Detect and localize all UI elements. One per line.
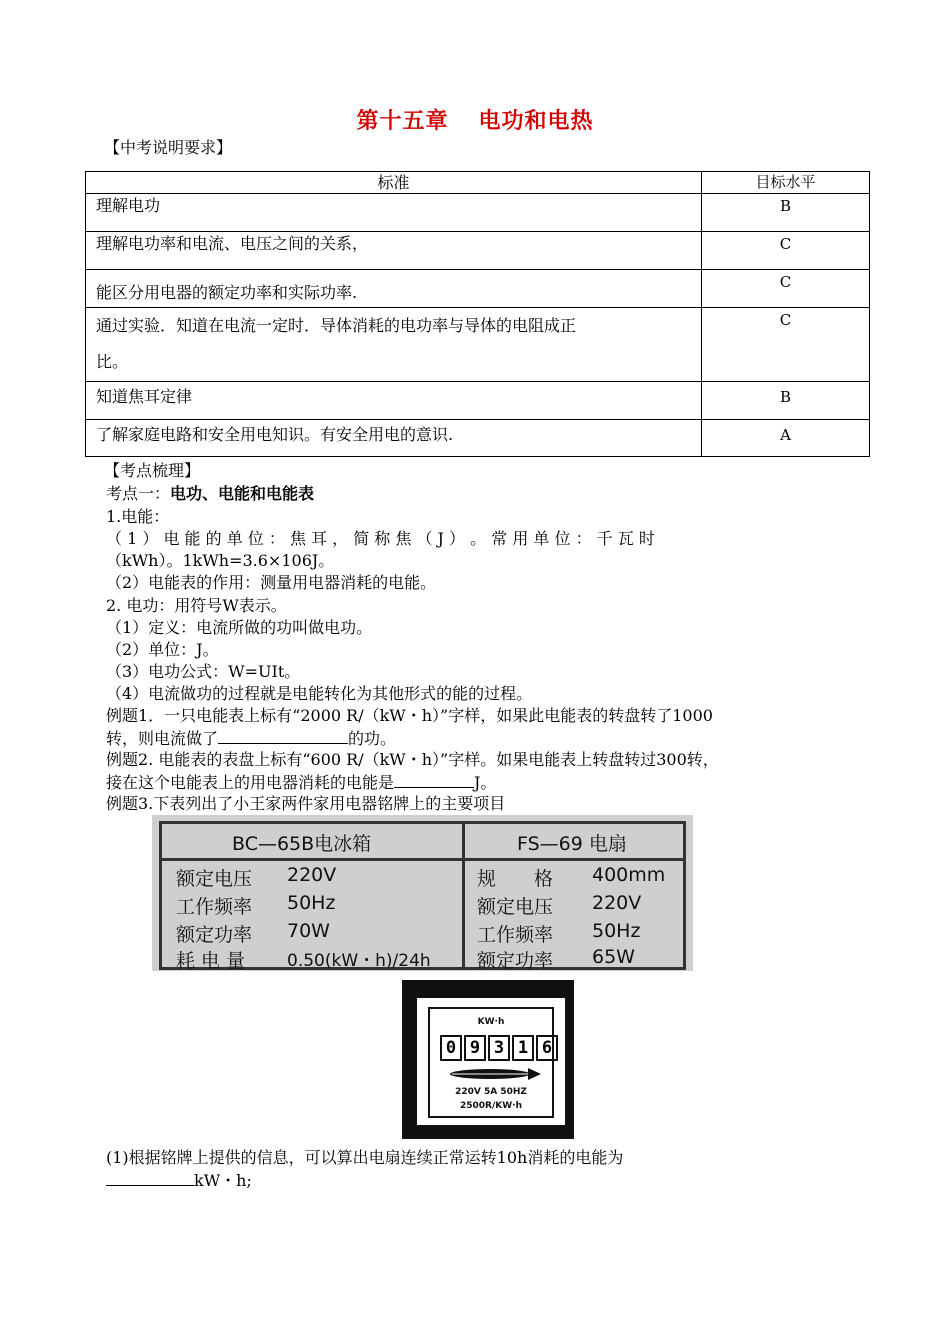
meter-unit: KW·h: [477, 1017, 505, 1027]
text-line: 2. 电功：用符号W表示。: [106, 596, 287, 615]
fridge-label: 额定电压: [176, 868, 253, 890]
text-line: （2）电能表的作用：测量用电器消耗的电能。: [106, 573, 437, 592]
meter-digit: 3: [488, 1035, 510, 1061]
question1-unit: kW・h;: [194, 1171, 252, 1190]
example2-line1: 例题2. 电能表的表盘上标有“600 R/（kW・h）”字样。如果电能表上转盘转过300转，: [106, 750, 719, 769]
table-row: [86, 382, 870, 420]
table-row: [86, 232, 870, 270]
text-line: （3）电功公式：W=UIt。: [106, 662, 301, 681]
example1-text-end: 的功。: [348, 729, 397, 748]
table-row: [86, 420, 870, 457]
chapter-name: 电功和电热: [478, 109, 594, 134]
text-line: （ 1 ） 电 能 的 单 位 ： 焦 耳 ， 简 称 焦 （ J ） 。 常 用 单 位 ： 千 瓦 时: [106, 529, 655, 548]
fan-value: 220V: [592, 892, 642, 914]
fan-title: FS—69 电扇: [517, 833, 627, 855]
example2-line2: [106, 771, 496, 794]
fan-value: 400mm: [592, 864, 666, 886]
cell-level: C: [702, 270, 870, 308]
example2-text-end: J。: [474, 773, 497, 792]
meter-digit: 0: [440, 1035, 462, 1061]
text-line: （4）电流做功的过程就是电能转化为其他形式的能的过程。: [106, 684, 533, 703]
fan-value: 65W: [592, 946, 635, 968]
chapter-title: [0, 104, 950, 135]
fan-label: 工作频率: [477, 924, 554, 946]
fridge-value: 0.50(kW・h)/24h: [287, 951, 431, 971]
chapter-number: 第十五章: [356, 109, 449, 134]
cell-standard: 能区分用电器的额定功率和实际功率.: [86, 270, 702, 308]
cell-level: C: [702, 308, 870, 382]
cell-standard: [86, 308, 702, 382]
header-level: 目标水平: [702, 172, 870, 194]
cell-standard: 了解家庭电路和安全用电知识。有安全用电的意识.: [86, 420, 702, 457]
answer-blank[interactable]: [394, 771, 474, 788]
cell-level: B: [702, 194, 870, 232]
fridge-title: BC—65B电冰箱: [232, 833, 372, 855]
cell-level: C: [702, 232, 870, 270]
example1-line2: [106, 727, 396, 750]
question1-line2: [106, 1169, 252, 1192]
requirements-table: [85, 171, 870, 457]
fan-value: 50Hz: [592, 920, 641, 942]
table-row: [86, 194, 870, 232]
fan-label: 规 格: [477, 868, 554, 890]
example3-line1: 例题3.下表列出了小王家两件家用电器铭牌上的主要项目: [106, 794, 506, 813]
cell-level: A: [702, 420, 870, 457]
meter-specs: 220V 5A 50HZ: [455, 1087, 527, 1097]
meter-digit: 1: [512, 1035, 534, 1061]
meter-inner: [428, 1007, 554, 1118]
meter-digit: 9: [464, 1035, 486, 1061]
cell-level: B: [702, 382, 870, 420]
fridge-label: 额定功率: [176, 924, 253, 946]
cell-standard: 知道焦耳定律: [86, 382, 702, 420]
fridge-label: 工作频率: [176, 896, 253, 918]
cell-standard-line2: 比。: [96, 352, 129, 371]
text-line: （1）定义：电流所做的功叫做电功。: [106, 618, 373, 637]
header-standard: 标准: [86, 172, 702, 194]
meter-revolutions: 2500R/KW·h: [460, 1101, 522, 1111]
fridge-label: 耗 电 量: [176, 950, 246, 972]
fridge-value: 50Hz: [287, 892, 336, 914]
nameplate-frame: [159, 821, 686, 970]
cell-standard: 理解电功率和电流、电压之间的关系，: [86, 232, 702, 270]
fan-label: 额定电压: [477, 896, 554, 918]
fan-label: 额定功率: [477, 950, 554, 972]
example1-text: 转，则电流做了: [106, 729, 219, 748]
nameplate-divider-v: [462, 824, 465, 967]
electric-meter-image: [402, 980, 574, 1139]
text-line: 1.电能：: [106, 507, 170, 526]
table-row: [86, 270, 870, 308]
kaodian-title: 电功、电能和电能表: [170, 484, 315, 503]
meter-digits: [440, 1035, 560, 1061]
example1-line1: 例题1．一只电能表上标有“2000 R/（kW・h）”字样，如果此电能表的转盘转了1000: [106, 706, 713, 725]
fridge-value: 220V: [287, 864, 337, 886]
meter-face: [417, 998, 565, 1125]
section-heading-requirements: 【中考说明要求】: [104, 138, 233, 157]
kaodian-prefix: 考点一：: [106, 484, 171, 503]
answer-blank[interactable]: [106, 1169, 194, 1186]
nameplate-image: [152, 815, 693, 971]
text-line: （kWh）。1kWh=3.6×106J。: [106, 551, 335, 570]
kaodian-heading: [106, 483, 314, 505]
table-header-row: [86, 172, 870, 194]
section-heading-review: 【考点梳理】: [104, 461, 201, 480]
cell-standard: 理解电功: [86, 194, 702, 232]
cell-standard-line1: 通过实验．知道在电流一定时．导体消耗的电功率与导体的电阻成正: [96, 316, 577, 335]
example2-text: 接在这个电能表上的用电器消耗的电能是: [106, 773, 395, 792]
fridge-value: 70W: [287, 920, 330, 942]
table-row: [86, 308, 870, 382]
meter-digit: 6: [536, 1035, 558, 1061]
question1-line1: (1)根据铭牌上提供的信息，可以算出电扇连续正常运转10h消耗的电能为: [106, 1148, 624, 1167]
rotation-arrow-icon: [442, 1067, 542, 1081]
nameplate-divider-h: [162, 858, 683, 861]
text-line: （2）单位：J。: [106, 640, 219, 659]
answer-blank[interactable]: [218, 727, 348, 744]
